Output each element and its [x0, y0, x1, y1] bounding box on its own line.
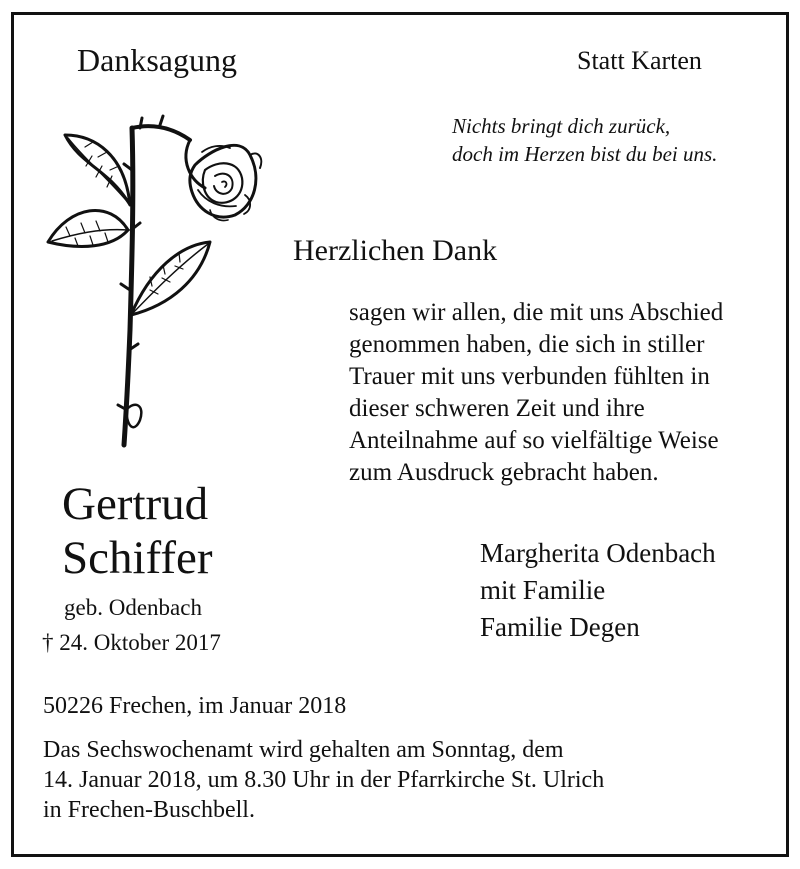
quote-line-1: Nichts bringt dich zurück, — [452, 114, 671, 138]
thanks-line-6: zum Ausdruck gebracht haben. — [349, 459, 659, 486]
notice-line-3: in Frechen-Buschbell. — [43, 797, 255, 823]
rose-thorns — [118, 116, 163, 410]
thanks-line-2: genommen haben, die sich in stiller — [349, 331, 705, 358]
rose-illustration — [40, 110, 270, 460]
thanks-line-5: Anteilnahme auf so vielfältige Weise — [349, 427, 719, 454]
rose-leaf-middle — [48, 210, 128, 246]
signer-2: mit Familie — [480, 575, 606, 605]
deceased-birth-name: geb. Odenbach — [64, 595, 202, 620]
quote-line-2: doch im Herzen bist du bei uns. — [452, 142, 718, 166]
place-date: 50226 Frechen, im Januar 2018 — [43, 693, 347, 719]
notice-line-2: 14. Januar 2018, um 8.30 Uhr in der Pfarrkirche St. Ulrich — [43, 767, 605, 793]
deceased-last-name: Schiffer — [62, 532, 213, 584]
heading-statt-karten: Statt Karten — [577, 46, 702, 75]
signer-1: Margherita Odenbach — [480, 538, 716, 568]
deceased-first-name: Gertrud — [62, 478, 209, 530]
heading-danksagung: Danksagung — [77, 42, 237, 78]
signer-3: Familie Degen — [480, 612, 640, 642]
deceased-death-date: † 24. Oktober 2017 — [42, 630, 221, 655]
rose-leaf-right — [131, 242, 210, 315]
rose-head — [186, 140, 261, 221]
thanks-line-1: sagen wir allen, die mit uns Abschied — [349, 299, 724, 326]
thanks-line-4: dieser schweren Zeit und ihre — [349, 395, 645, 422]
notice-line-1: Das Sechswochenamt wird gehalten am Sonntag, dem — [43, 737, 564, 763]
thanks-line-3: Trauer mit uns verbunden fühlten in — [349, 363, 710, 390]
thanks-title: Herzlichen Dank — [293, 234, 498, 267]
